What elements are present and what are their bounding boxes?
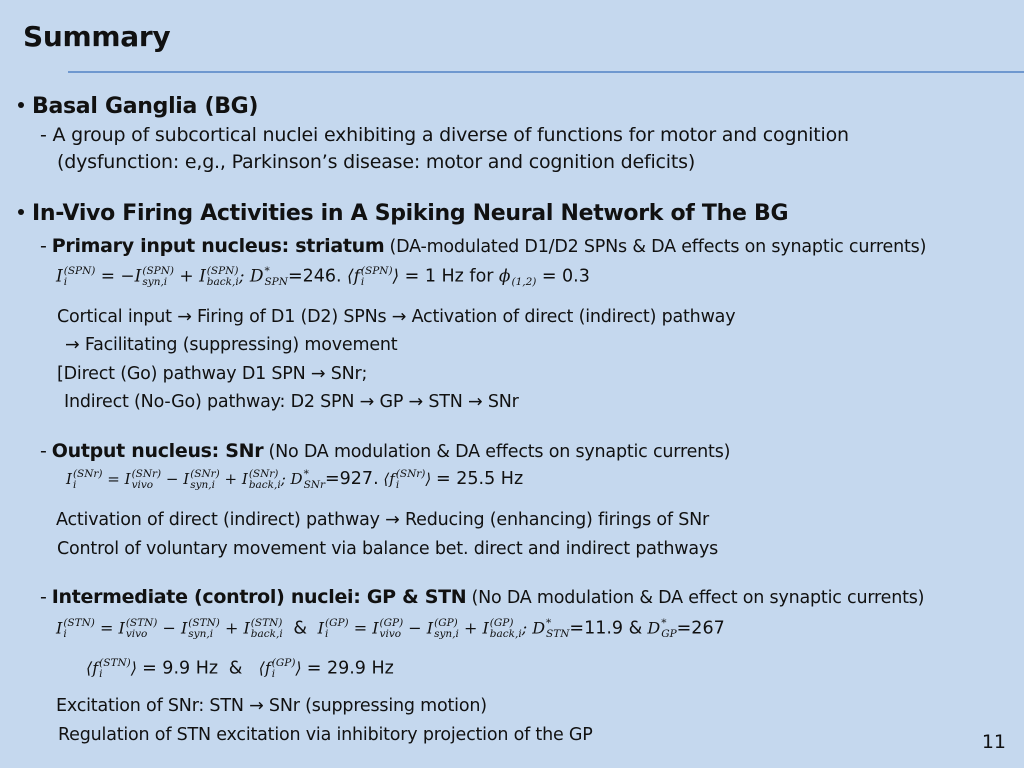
striatum-line4: Indirect (No-Go) pathway: D2 SPN → GP → STN → SNr [64,392,519,412]
snr-header [40,440,730,462]
bullet-dot-icon [18,102,24,108]
slide-title: Summary [23,20,171,53]
page-number: 11 [981,731,1006,753]
gp-stn-title: Intermediate (control) nuclei: GP & STN [51,586,467,608]
section1-line1: - A group of subcortical nuclei exhibiting a diverse of functions for motor and cognition [40,124,849,146]
title-divider [68,71,1024,73]
striatum-equation: I (SPN) i = −I (SPN) syn,i + I (SPN) back,i ; D * SPN =246. ⟨f (SPN) i ⟩ = 1 Hz for ϕ (1,2) = 0.3 [56,265,590,288]
rate-amp: & [228,658,243,679]
section1-line2: (dysfunction: e,g., Parkinson’s disease: motor and cognition deficits) [57,151,696,173]
gp-stn-line2: Regulation of STN excitation via inhibitory projection of the GP [58,725,593,745]
gp-stn-dstar-stn: =11.9 & [569,618,643,639]
striatum-line1: Cortical input → Firing of D1 (D2) SPNs → Activation of direct (indirect) pathway [57,307,736,327]
section2-heading: In-Vivo Firing Activities in A Spiking Neural Network of The BG [32,201,789,226]
striatum-dstar: =246. [287,266,342,287]
gp-stn-rates: ⟨f (STN) i ⟩ = 9.9 Hz & ⟨f (GP) i ⟩ = 29.9 Hz [86,657,394,680]
bullet-in-vivo [0,201,788,226]
dash: - [40,440,47,462]
dash: - [40,586,47,608]
snr-line2: Control of voluntary movement via balance bet. direct and indirect pathways [57,539,719,559]
striatum-line2: → Facilitating (suppressing) movement [65,335,398,355]
snr-equation: I (SNr) i = I (SNr) vivo − I (SNr) syn,i + I (SNr) back,i ; D * SNr =927. ⟨f (SNr) i ⟩ = 25.5 Hz [66,468,524,491]
stn-rate: = 9.9 Hz [142,658,219,679]
snr-rate: = 25.5 Hz [436,469,524,489]
striatum-rate: = 1 Hz for [404,266,494,287]
gp-stn-note: (No DA modulation & DA effect on synaptic currents) [471,588,925,608]
bullet-dot-icon [18,209,24,215]
striatum-line3: [Direct (Go) pathway D1 SPN → SNr; [57,364,368,384]
snr-title: Output nucleus: SNr [51,440,264,462]
gp-stn-header [40,586,924,608]
gp-stn-equation: I (STN) i = I (STN) vivo − I (STN) syn,i + I (STN) back,i & I (GP) i = I (GP) vivo − I (GP) syn,i + I (GP) back,i ; D * STN =11.9 & D * GP =267 [56,617,725,640]
snr-dstar: =927. [325,469,379,489]
striatum-note: (DA-modulated D1/D2 SPNs & DA effects on synaptic currents) [389,237,927,257]
snr-line1: Activation of direct (indirect) pathway → Reducing (enhancing) firings of SNr [56,510,710,530]
striatum-title: Primary input nucleus: striatum [51,235,385,257]
gp-stn-dstar-gp: =267 [676,618,725,639]
dash: - [40,235,47,257]
gp-rate: = 29.9 Hz [306,658,394,679]
striatum-header [40,235,926,257]
snr-note: (No DA modulation & DA effects on synaptic currents) [268,442,731,462]
bullet-basal-ganglia [0,94,258,119]
gp-stn-line1: Excitation of SNr: STN → SNr (suppressing motion) [56,696,487,716]
section1-heading: Basal Ganglia (BG) [32,94,259,119]
striatum-phi: = 0.3 [541,266,590,287]
